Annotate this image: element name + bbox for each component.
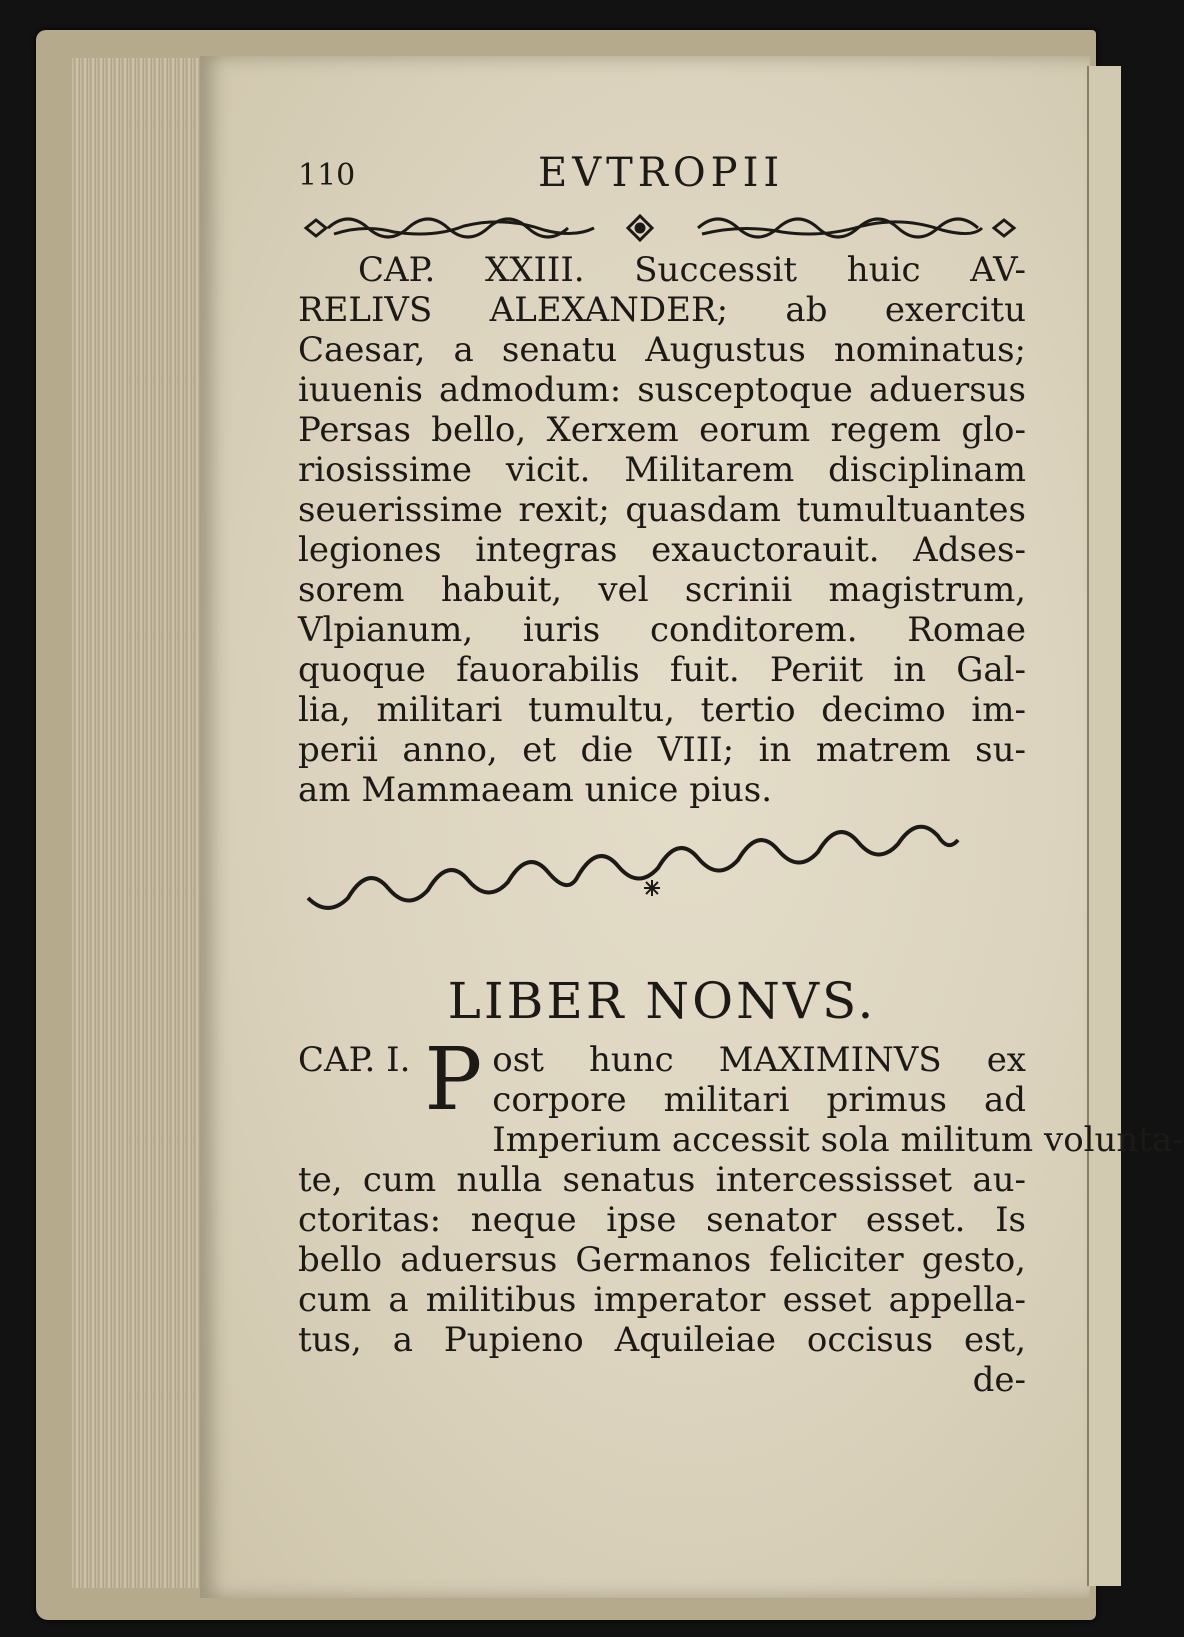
text-line: tus, a Pupieno Aquileiae occisus est, [298, 1320, 1026, 1360]
text-line: sorem habuit, vel scrinii magistrum, [298, 570, 1026, 610]
catchword: de- [972, 1360, 1026, 1400]
text-line: quoque fauorabilis fuit. Periit in Gal- [298, 650, 1026, 690]
page-text [298, 150, 1184, 1400]
text-line: Vlpianum, iuris conditorem. Romae [298, 610, 1026, 650]
text-line: te, cum nulla senatus intercessisset au- [298, 1160, 1026, 1200]
text-line: ctoritas: neque ipse senator esset. Is [298, 1200, 1026, 1240]
drop-cap: P [424, 1030, 483, 1130]
page-stack [72, 58, 212, 1588]
wave-border-icon [298, 810, 1026, 960]
text-line: am Mammaeam unice pius. [298, 770, 773, 810]
text-line: RELIVS ALEXANDER; ab exercitu [298, 290, 1026, 330]
text-line: Imperium accessit sola militum volunta- [492, 1120, 1184, 1160]
text-line: bello aduersus Germanos feliciter gesto, [298, 1240, 1026, 1280]
text-line: seuerissime rexit; quasdam tumultuantes [298, 490, 1026, 530]
text-line: perii anno, et die VIII; in matrem su- [298, 730, 1026, 770]
text-line: lia, militari tumultu, tertio decimo im- [298, 690, 1026, 730]
text-line: Caesar, a senatu Augustus nominatus; [298, 330, 1026, 370]
facing-page-edge [1087, 66, 1121, 1586]
chapter-label: CAP. I. [298, 1040, 411, 1080]
text-line: riosissime vicit. Militarem disciplinam [298, 450, 1026, 490]
text-line: ost hunc MAXIMINVS ex [492, 1040, 1026, 1080]
running-title: EVTROPII [538, 150, 785, 196]
text-line: legiones integras exauctorauit. Adses- [298, 530, 1026, 570]
floral-scroll-border-icon [298, 206, 1026, 250]
text-line: Persas bello, Xerxem eorum regem glo- [298, 410, 1026, 450]
text-line: iuuenis admodum: susceptoque aduersus [298, 370, 1026, 410]
book-title: LIBER NONVS. [447, 972, 877, 1030]
text-line: corpore militari primus ad [492, 1080, 1026, 1120]
text-line: CAP. XXIII. Successit huic AV- [358, 250, 1026, 290]
text-line: cum a militibus imperator esset appella- [298, 1280, 1026, 1320]
page-number: 110 [298, 158, 356, 193]
chapter-1-opening [298, 1030, 1026, 1130]
page-header [298, 150, 1026, 206]
